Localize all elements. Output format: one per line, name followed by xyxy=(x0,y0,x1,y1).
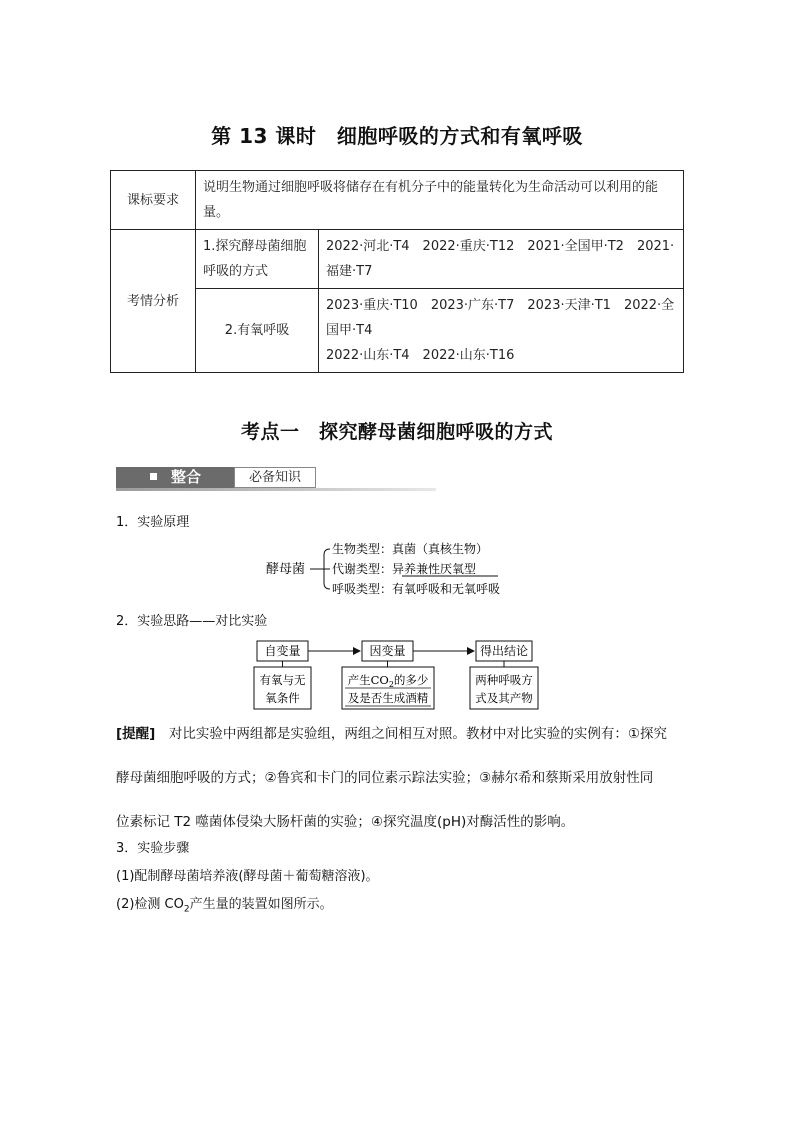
flow-detail-line: 及是否生成酒精 xyxy=(347,691,429,705)
experiment-flow-diagram xyxy=(250,638,550,712)
flow-box-label: 得出结论 xyxy=(479,644,529,658)
branch-metabolism: 代谢类型：异养兼性厌氧型 xyxy=(332,562,477,576)
tip-line: 位素标记 T2 噬菌体侵染大肠杆菌的实验；④探究温度(pH)对酶活性的影响。 xyxy=(116,814,575,830)
flow-detail-line: 有氧与无 xyxy=(259,673,306,687)
refs-cell xyxy=(319,289,684,373)
diagram-root: 酵母菌 xyxy=(266,562,306,577)
tip-line: 酵母菌细胞呼吸的方式；②鲁宾和卡门的同位素示踪法实验；③赫尔希和蔡斯采用放射性同 xyxy=(116,770,654,786)
table-row xyxy=(111,230,684,289)
flow-box-label: 因变量 xyxy=(369,644,406,658)
banner-rule xyxy=(116,488,436,491)
refs-line: 2022·山东·T4 2022·山东·T16 xyxy=(326,348,515,363)
flow-detail-line: 产生$CO_2$的多少 xyxy=(347,673,429,689)
lesson-title: 第 13 课时 细胞呼吸的方式和有氧呼吸 xyxy=(211,124,583,148)
item-heading: 3．实验步骤 xyxy=(116,841,190,856)
step-text: (1)配制酵母菌培养液(酵母菌＋葡萄糖溶液)。 xyxy=(116,869,379,884)
refs-cell: 2022·河北·T4 2022·重庆·T12 2021·全国甲·T2 2021·福建·T7 xyxy=(319,230,684,289)
flow-box-label: 自变量 xyxy=(264,644,301,658)
yeast-classification-diagram xyxy=(260,535,550,605)
flow-detail-line: 两种呼吸方 xyxy=(475,673,533,687)
refs-line: 2023·重庆·T10 2023·广东·T7 2023·天津·T1 2022·全国甲·T4 xyxy=(326,298,675,338)
flow-detail-line: 式及其产物 xyxy=(475,691,533,705)
curriculum-table xyxy=(110,170,684,373)
standard-header: 课标要求 xyxy=(111,171,196,230)
branch-type: 生物类型：真菌（真核生物） xyxy=(332,542,489,556)
item-heading: 1．实验原理 xyxy=(116,515,190,530)
item-heading: 2．实验思路——对比实验 xyxy=(116,614,268,629)
standard-text: 说明生物通过细胞呼吸将储存在有机分子中的能量转化为生命活动可以利用的能量。 xyxy=(196,171,684,230)
topic-cell: 2.有氧呼吸 xyxy=(196,289,319,373)
table-row xyxy=(111,289,684,373)
branch-respiration: 呼吸类型：有氧呼吸和无氧呼吸 xyxy=(332,582,501,596)
topic-cell: 1.探究酵母菌细胞呼吸的方式 xyxy=(196,230,319,289)
square-icon xyxy=(150,473,157,480)
banner-main-label: 整合 xyxy=(171,468,202,486)
tip-line: [提醒] 对比实验中两组都是实验组，两组之间相互对照。教材中对比实验的实例有：①探究 xyxy=(116,726,667,742)
analysis-header: 考情分析 xyxy=(111,230,196,373)
step-text: (2)检测 $CO_2$产生量的装置如图所示。 xyxy=(116,897,333,915)
tip-label: [提醒] xyxy=(116,726,156,742)
table-row xyxy=(111,171,684,230)
flow-detail-line: 氧条件 xyxy=(265,691,300,705)
section-title: 考点一 探究酵母菌细胞呼吸的方式 xyxy=(240,421,553,443)
banner-main xyxy=(116,467,234,488)
tip-paragraph xyxy=(116,712,686,844)
section-banner xyxy=(116,467,436,490)
banner-sub: 必备知识 xyxy=(234,467,316,488)
